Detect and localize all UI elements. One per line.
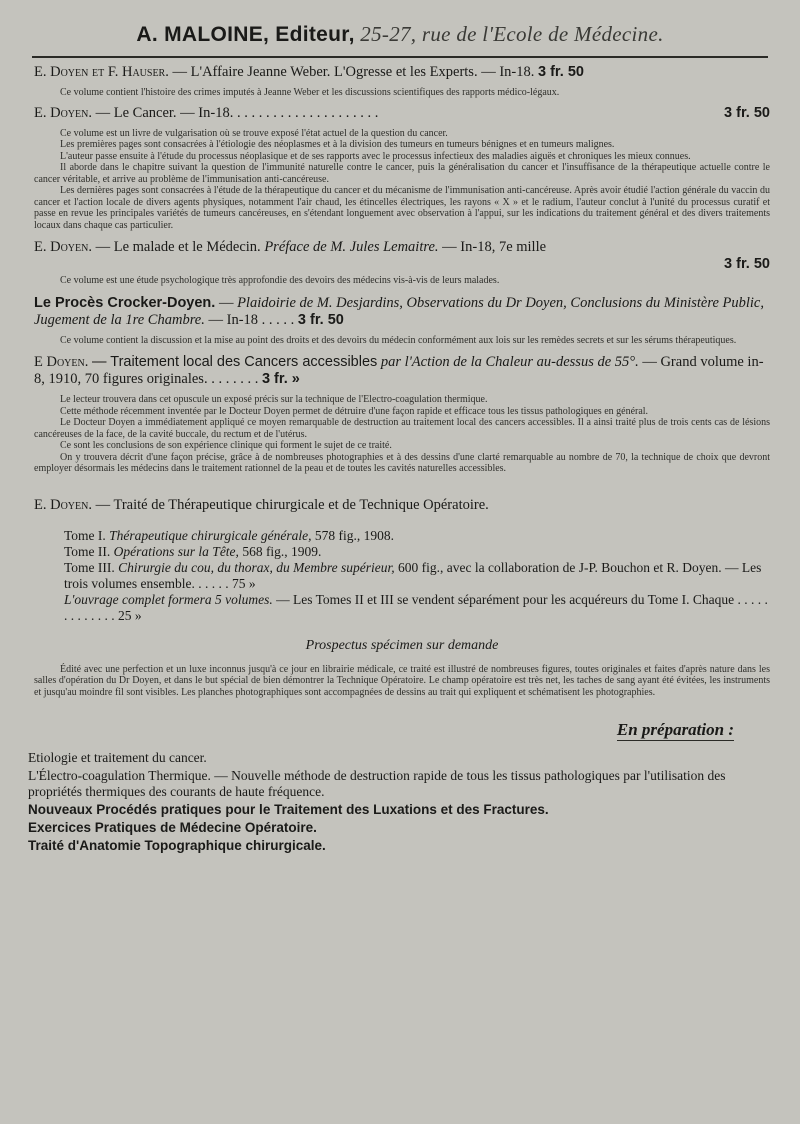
publisher-address: 25-27, rue de l'Ecole de Médecine.: [360, 22, 664, 46]
complet-price: 25 »: [118, 607, 142, 623]
entry-description: On y trouvera décrit d'une façon précise, grâce à de nombreuses photographies et à des dessins d'une clarté remarquable au nombre de 70, la technique de choix que devront employer désormais les médecins dans le traitement rationnel de la peau et de toutes les cavités naturelles accessibles.: [34, 451, 770, 474]
header-rule: [32, 56, 768, 58]
page-header: [34, 0, 766, 47]
entry-title: —: [218, 294, 234, 311]
entry-proces-crocker-doyen: [34, 295, 770, 347]
entry-description: L'auteur passe ensuite à l'étude du processus néoplasique et de ses rapports avec le processus infectieux des maladies aiguës et chroniques les mieux connues.: [60, 150, 691, 162]
ouvrage-complet: L'ouvrage complet formera 5 volumes. — Les Tomes II et III se vendent séparément pour les acquéreurs du Tome I. Chaque . . . . . . . . . . . . . 25 »: [64, 591, 768, 623]
entry-affaire-weber: [34, 64, 770, 99]
entry-traite-therapeutique: [34, 497, 770, 699]
entry-malade-medecin: [34, 239, 770, 287]
entry-price: 3 fr. 50: [538, 64, 584, 80]
entry-author: E. Doyen.: [34, 496, 92, 513]
entry-description: Ce volume contient l'histoire des crimes imputés à Jeanne Weber et les discussions scientifiques des rapports médico-légaux.: [60, 87, 560, 98]
entry-description: Ce volume est un livre de vulgarisation où se trouve exposé l'état actuel de la question du cancer.: [60, 127, 448, 139]
entry-description: Le lecteur trouvera dans cet opuscule un exposé précis sur la technique de l'Electro-coagulation thermique.: [60, 394, 488, 405]
entry-description: Le Docteur Doyen a immédiatement appliqué ce moyen remarquable de destruction au traitement local des cancers accessibles. Il a ainsi traité plus de trois cents cas de lésions cancéreuses de la face, de la cavité buccale, du rectum et de l'utérus.: [34, 417, 770, 440]
preparation-item: Exercices Pratiques de Médecine Opératoire.: [28, 820, 317, 835]
entry-author: E. Doyen.: [34, 239, 92, 255]
preparation-list: [28, 750, 770, 854]
entry-author: E Doyen.: [34, 354, 89, 370]
entry-title: — L'Affaire Jeanne Weber. L'Ogresse et les Experts. — In-18.: [172, 64, 535, 80]
entry-description: Cette méthode récemment inventée par le Docteur Doyen permet de détruire d'une façon rapide et efficace tous les tissus pathologiques en général.: [60, 405, 649, 417]
entry-description: Ce sont les conclusions de son expérience clinique qui forment le sujet de ce traité.: [60, 440, 392, 451]
entry-le-cancer: [34, 105, 770, 232]
entry-title-italic: Plaidoirie de M. Desjardins, Observations du Dr Doyen, Conclusions du Ministère Public, Jugement de la 1re Chambre.: [34, 294, 764, 328]
entry-title: — Traitement local des Cancers accessibles: [91, 354, 378, 370]
tome-3-price: 75 »: [231, 575, 256, 591]
entry-title-tail: — In-18, 7e mille: [442, 239, 547, 255]
entry-description: Ce volume est une étude psychologique très approfondie des devoirs des médecins vis-à-vis de leurs malades.: [60, 275, 500, 286]
entry-title: — Le malade et le Médecin.: [95, 239, 261, 255]
preparation-item: Etiologie et traitement du cancer.: [28, 750, 207, 765]
entry-description: Les dernières pages sont consacrées à l'étude de la thérapeutique du cancer et du mécanisme de l'immunisation anti-cancéreuse. Après avoir étudié l'action générale du vaccin du cancer et l'action locale de divers agents physiques, notamment l'air chaud, les étincelles électriques, les rayons « X » et le radium, l'auteur conclut à l'unité du processus curatif et passe en revue les principales variétés de tumeurs cancéreuses, en s'étendant longuement avec observation à l'appui, sur les indications du traitement général et des divers traitements locaux dans chaque cas particulier.: [34, 185, 770, 231]
entry-author: Le Procès Crocker-Doyen.: [34, 294, 216, 311]
publisher-name: A. MALOINE, Editeur,: [136, 23, 355, 46]
preparation-item: L'Électro-coagulation Thermique. — Nouvelle méthode de destruction rapide de tous les tissus pathologiques par l'utilisation des propriétés thermiques des courants de haute fréquence.: [28, 768, 726, 799]
entry-title: — Le Cancer. — In-18. . . . . . . . . . . . . . . . . . . . .: [95, 104, 379, 121]
entry-author: E. Doyen.: [34, 104, 92, 121]
entry-title: — Traité de Thérapeutique chirurgicale et de Technique Opératoire.: [95, 496, 489, 513]
prospectus-note: Prospectus spécimen sur demande: [305, 637, 499, 653]
entry-title-italic: Préface de M. Jules Lemaitre.: [264, 239, 439, 255]
entry-description: Les premières pages sont consacrées à l'étiologie des néoplasmes et à la division des tumeurs en tumeurs bénignes et en tumeurs malignes.: [60, 139, 615, 150]
entry-price: 3 fr. 50: [297, 311, 344, 328]
entry-traitement-local: [34, 354, 770, 475]
entry-description: Ce volume contient la discussion et la mise au point des droits et des devoirs du médecin conformément aux lois sur les remèdes secrets et sur les sérums thérapeutiques.: [60, 334, 737, 346]
entry-description: Il aborde dans le chapitre suivant la question de l'immunité naturelle contre le cancer, puis la généralisation du cancer et l'insuffisance de la thérapeutique actuelle contre le cancer véritable, et arrive au problème de l'immunisation anti-cancéreuse.: [34, 162, 770, 185]
entry-author: E. Doyen et F. Hauser.: [34, 64, 169, 80]
preparation-item: Traité d'Anatomie Topographique chirurgicale.: [28, 838, 326, 853]
entry-title-tail: — In-18 . . . . .: [208, 311, 295, 328]
preparation-item: Nouveaux Procédés pratiques pour le Traitement des Luxations et des Fractures.: [28, 802, 549, 817]
tome-3: Tome III. Chirurgie du cou, du thorax, du Membre supérieur, 600 fig., avec la collaboration de J-P. Bouchon et R. Doyen. — Les trois volumes ensemble. . . . . . 75 »: [64, 559, 762, 591]
prospectus-description: Édité avec une perfection et un luxe inconnus jusqu'à ce jour en librairie médicale, ce traité est illustré de nombreuses figures, toutes originales et faites d'après nature dans les salles d'opération du Dr Doyen, et dans le but spécial de bien démontrer la Technique Opératoire. Le champ opératoire est très net, les taches de sang ayant été évitées, les instruments et jusqu'au moindre fil sont visibles. Les planches photographiques sont accompagnées de dessins au trait qui expliquent et schématisent les photographies.: [34, 663, 770, 698]
tomes-list: [34, 528, 770, 624]
tome-1: Tome I. Thérapeutique chirurgicale générale, 578 fig., 1908.: [64, 527, 395, 543]
entry-price: 3 fr. 50: [724, 256, 770, 272]
entry-price: 3 fr. 50: [724, 104, 770, 121]
entry-title-italic: par l'Action de la Chaleur au-dessus de 55°.: [380, 354, 639, 370]
tome-2: Tome II. Opérations sur la Tête, 568 fig., 1909.: [64, 543, 322, 559]
catalogue-content: [28, 64, 770, 856]
entry-title-tail: — Grand volume in-8, 1910, 70 figures originales. . . . . . . .: [34, 354, 764, 387]
preparation-heading: En préparation :: [616, 720, 734, 739]
entry-price: 3 fr. »: [261, 371, 300, 387]
